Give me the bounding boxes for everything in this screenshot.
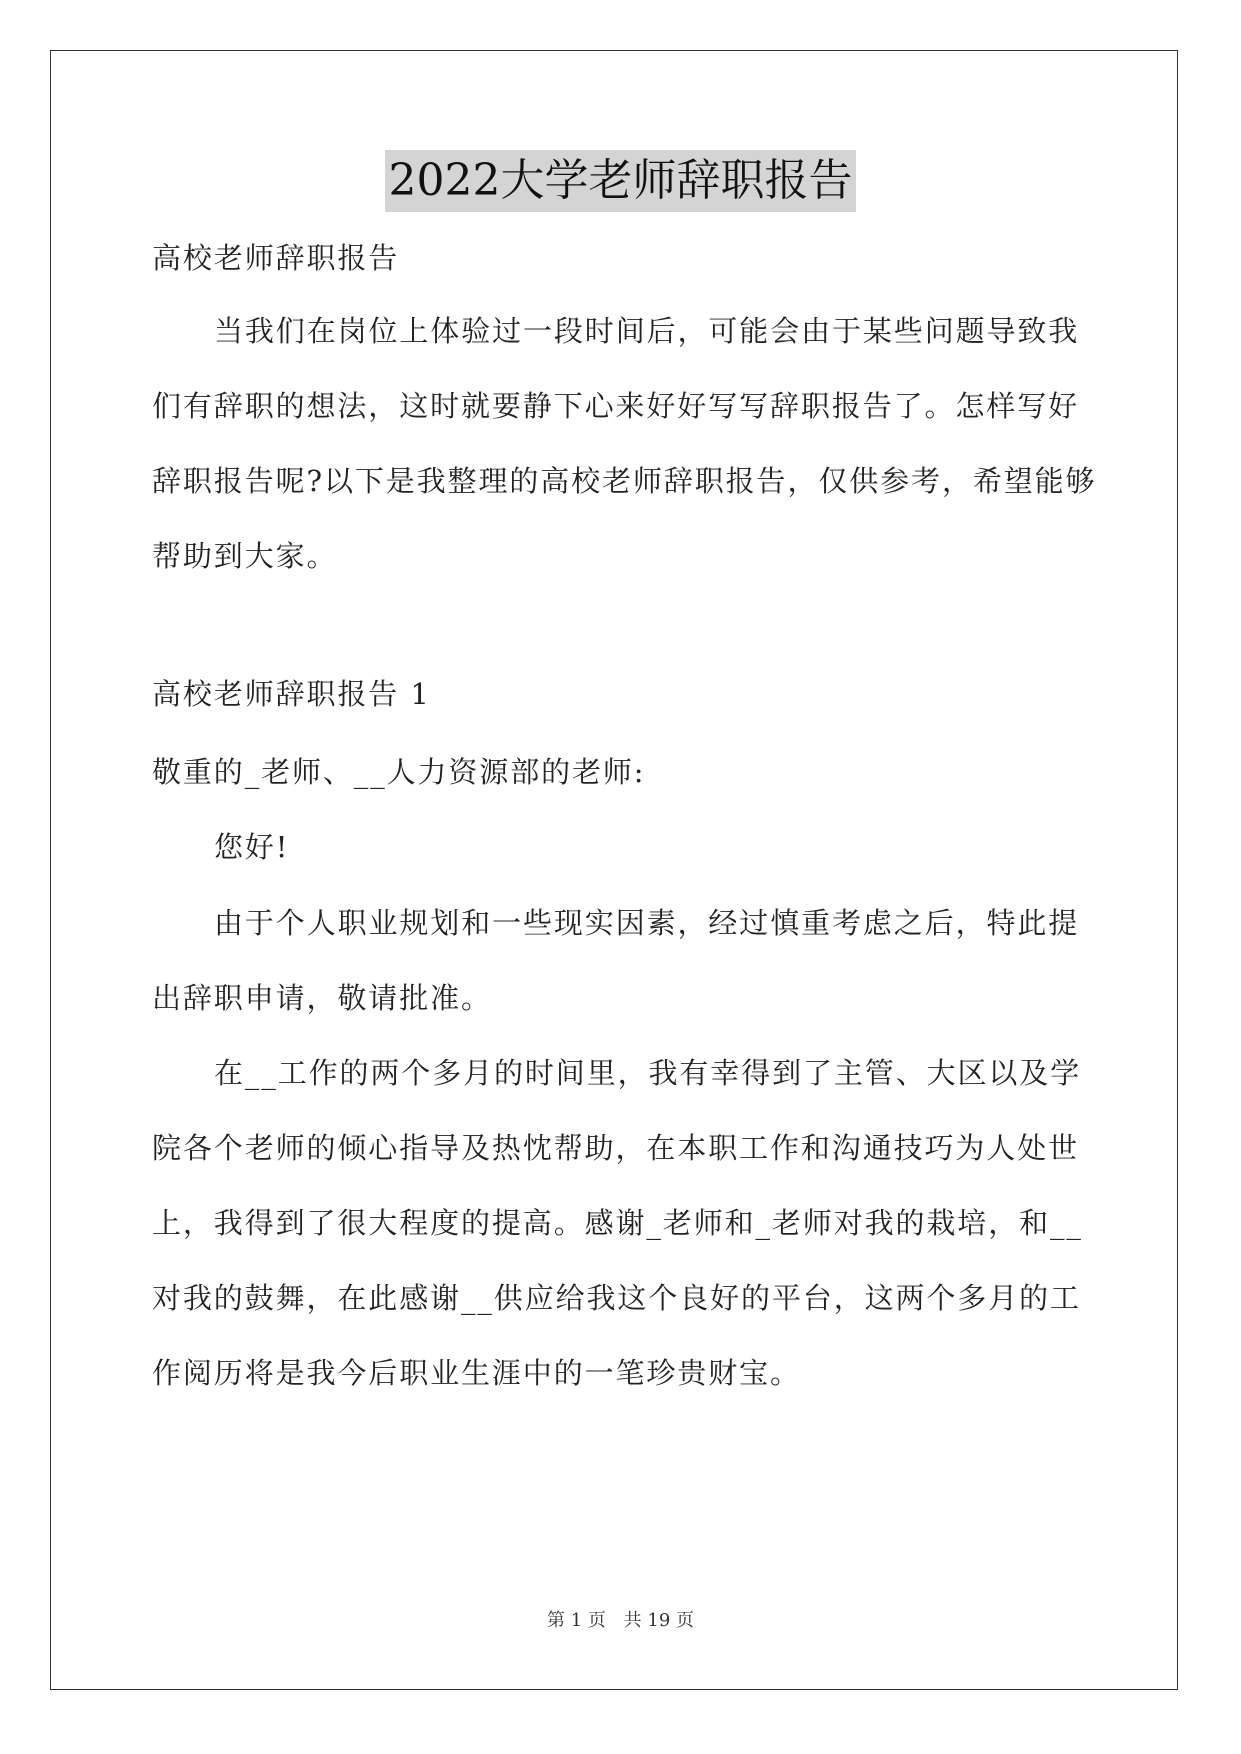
paragraph-line: 出辞职申请，敬请批准。 <box>152 981 492 1015</box>
paragraph-line: 辞职报告呢?以下是我整理的高校老师辞职报告，仅供参考，希望能够 <box>152 464 1097 498</box>
paragraph-line: 由于个人职业规划和一些现实因素，经过慎重考虑之后，特此提 <box>214 906 1080 940</box>
page-footer <box>0 1609 1241 1633</box>
salutation: 敬重的_老师、__人力资源部的老师: <box>152 755 646 789</box>
section-heading: 高校老师辞职报告 1 <box>152 677 431 711</box>
paragraph-line: 作阅历将是我今后职业生涯中的一笔珍贵财宝。 <box>152 1356 801 1390</box>
paragraph-line: 帮助到大家。 <box>152 539 338 573</box>
paragraph-line: 当我们在岗位上体验过一段时间后，可能会由于某些问题导致我 <box>214 314 1080 348</box>
document-title: 2022大学老师辞职报告 <box>385 150 857 212</box>
section-heading: 高校老师辞职报告 <box>152 241 400 275</box>
paragraph-line: 对我的鼓舞，在此感谢__供应给我这个良好的平台，这两个多月的工 <box>152 1281 1081 1315</box>
paragraph-line: 在__工作的两个多月的时间里，我有幸得到了主管、大区以及学 <box>214 1056 1082 1090</box>
page-total: 共 19 页 <box>623 1610 694 1631</box>
paragraph-line: 上，我得到了很大程度的提高。感谢_老师和_老师对我的栽培，和__ <box>152 1206 1083 1240</box>
page-number: 第 1 页 <box>547 1610 606 1631</box>
greeting: 您好! <box>214 830 290 864</box>
paragraph-line: 们有辞职的想法，这时就要静下心来好好写写辞职报告了。怎样写好 <box>152 389 1080 423</box>
page-border <box>50 50 1178 1690</box>
paragraph-line: 院各个老师的倾心指导及热忱帮助，在本职工作和沟通技巧为人处世 <box>152 1131 1080 1165</box>
title-container <box>0 150 1241 212</box>
